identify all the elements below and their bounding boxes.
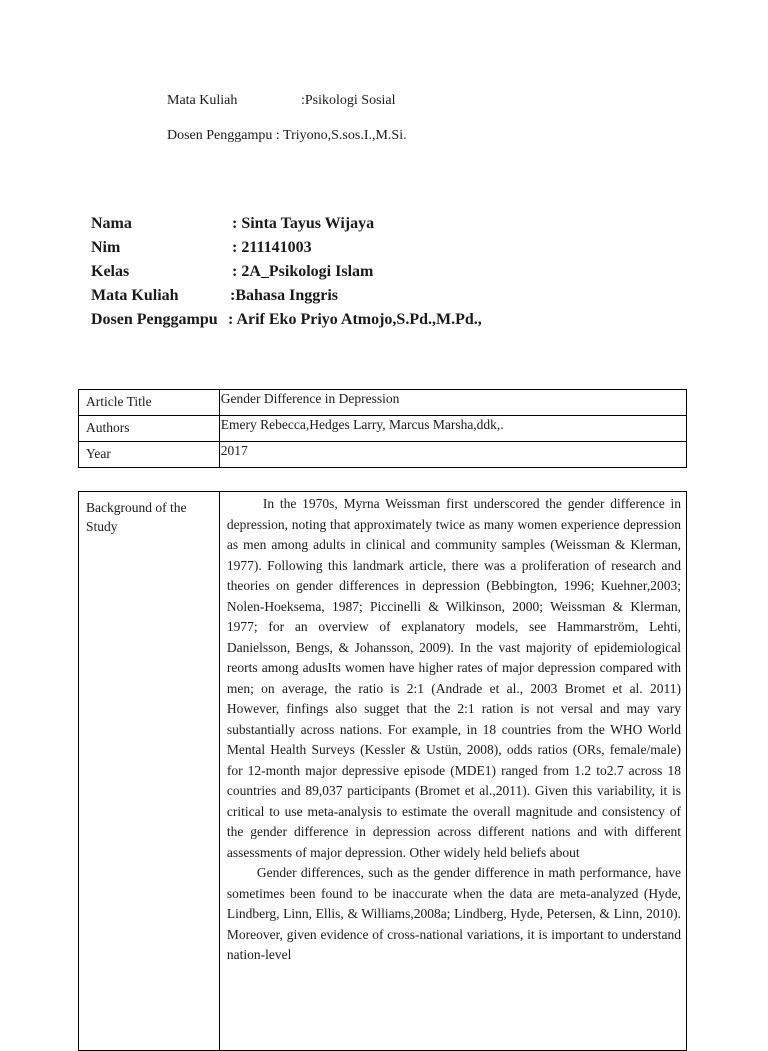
identity-label: Dosen Penggampu — [91, 311, 218, 328]
identity-value: : Sinta Tayus Wijaya — [232, 215, 375, 232]
identity-row-nim — [91, 239, 591, 261]
identity-value: :Bahasa Inggris — [230, 287, 339, 304]
course-value: :Psikologi Sosial — [301, 93, 396, 108]
identity-row-name — [91, 215, 591, 237]
article-title-value: Gender Difference in Depression — [219, 390, 686, 416]
identity-value: : Arif Eko Priyo Atmojo,S.Pd.,M.Pd., — [228, 311, 482, 328]
year-value: 2017 — [219, 442, 686, 468]
identity-row-lecturer — [91, 311, 651, 333]
background-body — [219, 492, 686, 1051]
year-label: Year — [79, 442, 220, 468]
identity-row-class — [91, 263, 591, 285]
identity-label: Kelas — [91, 263, 130, 280]
identity-label: Nama — [91, 215, 132, 232]
identity-value: : 211141003 — [232, 239, 312, 256]
authors-value: Emery Rebecca,Hedges Larry, Marcus Marsha,ddk,. — [219, 416, 686, 442]
table-row — [79, 492, 687, 1051]
lecturer-row — [167, 128, 567, 148]
identity-row-course — [91, 287, 591, 309]
course-label: Mata Kuliah — [167, 93, 238, 108]
table-row — [79, 442, 687, 468]
table-row — [79, 390, 687, 416]
article-title-label: Article Title — [79, 390, 220, 416]
article-meta-table — [78, 389, 687, 468]
background-table — [78, 491, 687, 1051]
authors-label: Authors — [79, 416, 220, 442]
course-row — [167, 93, 567, 113]
identity-label: Nim — [91, 239, 121, 256]
identity-value: : 2A_Psikologi Islam — [232, 263, 374, 280]
background-paragraph-2: Gender differences, such as the gender difference in math performance, have sometimes been found to be inaccurate when the data are meta-analyzed (Hyde, Lindberg, Linn, Ellis, & Williams,2008a; Lindberg, Hyde, Petersen, & Linn, 2010). Moreover, given evidence of cross-national variations, it is important to understand nation-level — [226, 865, 681, 962]
lecturer-label: Dosen Penggampu — [167, 128, 273, 143]
identity-label: Mata Kuliah — [91, 287, 179, 304]
background-paragraph-1: In the 1970s, Myrna Weissman first underscored the gender difference in depression, noting that approximately twice as many women experience depression as men among adults in clinical and community samples (Weissman & Klerman, 1977). Following this landmark article, there was a proliferation of research and theories on gender differences in depression (Bebbington, 1996; Kuehner,2003; Nolen-Hoeksema, 1987; Piccinelli & Wilkinson, 2000; Weissman & Klerman, 1977; for an overview of explanatory models, see Hammarström, Lehti, Danielsson, Bengs, & Johansson, 2009). In the vast majority of epidemiological reorts among adusIts women have higher rates of major depression compared with men; on average, the ratio is 2:1 (Andrade et al., 2003 Bromet et al. 2011) However, finfings also sugget that the 2:1 ration is not versal and may vary substantially across nations. For example, in 18 countries from the WHO World Mental Health Surveys (Kessler & Ustün, 2008), odds ratios (ORs, female/male) for 12-month major depressive episode (MDE1) ranged from 1.2 to2.7 across 18 countries and 89,037 participants (Bromet et al.,2011). Given this variability, it is critical to use meta-analysis to estimate the overall magnitude and consistency of the gender difference in depression across different nations and with different assessments of major depression. Other widely held beliefs about — [226, 496, 681, 860]
background-label: Background of the Study — [79, 492, 220, 1051]
table-row — [79, 416, 687, 442]
lecturer-value: : Triyono,S.sos.I.,M.Si. — [275, 128, 407, 143]
